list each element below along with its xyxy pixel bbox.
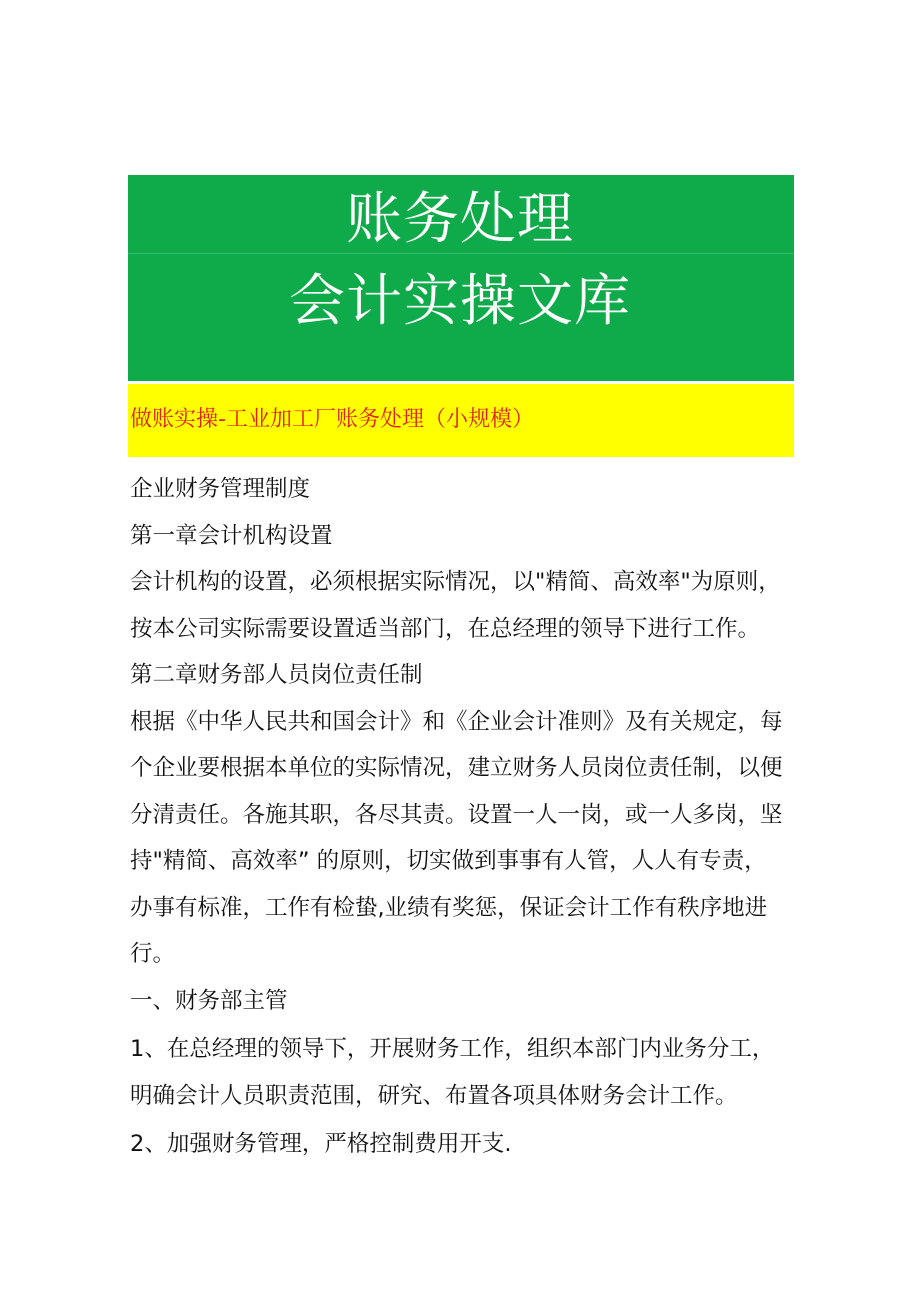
subtitle-bar [128,384,794,457]
document-body [130,466,800,1168]
paragraph-line: 分清责任。各施其职，各尽其责。设置一人一岗，或一人多岗，坚 [130,801,783,828]
subtitle-text: 做账实操-工业加工厂账务处理（小规模） [130,407,534,432]
paragraph-line: 会计机构的设置，必须根据实际情况，以"精简、高效率"为原则， [130,569,781,595]
heading-section-1: 一、财务部主管 [130,987,288,1014]
heading-company-finance-system: 企业财务管理制度 [130,476,311,502]
list-item-2: 2、加强财务管理，严格控制费用开支. [130,1131,512,1157]
list-item-1: 1、在总经理的领导下，开展财务工作，组织本部门内业务分工， [130,1036,775,1062]
heading-chapter-1: 第一章会计机构设置 [130,522,333,549]
list-item-1-continued: 明确会计人员职责范围，研究、布置各项具体财务会计工作。 [130,1082,738,1109]
paragraph-line: 根据《中华人民共和国会计》和《企业会计准则》及有关规定，每 [130,708,783,735]
banner-title-line1: 账务处理 [346,187,574,252]
paragraph-line: 个企业要根据本单位的实际情况，建立财务人员岗位责任制，以便 [130,755,783,781]
paragraph-line: 持"精简、高效率” 的原则，切实做到事事有人管，人人有专责， [130,848,767,874]
paragraph-line: 行。 [130,941,176,967]
heading-chapter-2: 第二章财务部人员岗位责任制 [130,662,423,688]
paragraph-line: 办事有标准，工作有检蛰,业绩有奖惩，保证会计工作有秩序地进 [130,894,768,921]
banner-title-line2: 会计实操文库 [289,269,631,334]
paragraph-line: 按本公司实际需要设置适当部门，在总经理的领导下进行工作。 [130,615,761,642]
banner-divider [128,253,794,254]
